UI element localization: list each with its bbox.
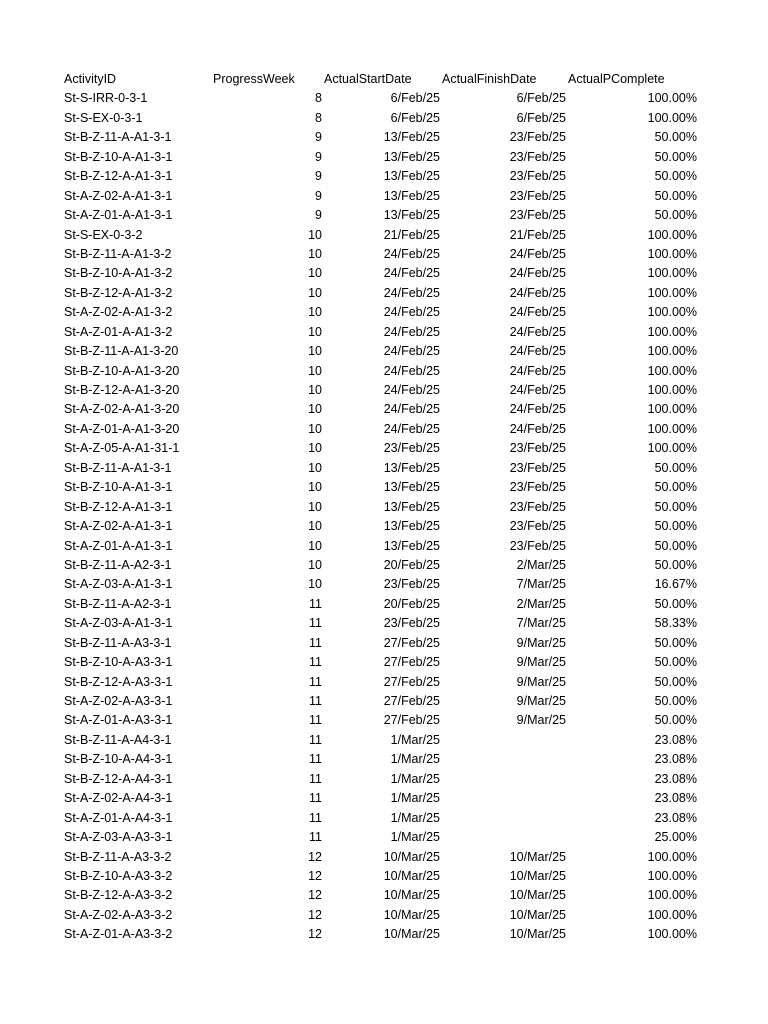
activity-id-cell: St-A-Z-05-A-A1-31-1 bbox=[64, 441, 180, 456]
actual-percent-complete-cell: 50.00% bbox=[654, 519, 697, 534]
actual-finish-date-cell: 23/Feb/25 bbox=[509, 538, 566, 553]
actual-percent-complete-cell: 23.08% bbox=[654, 810, 697, 825]
progress-week-cell: 10 bbox=[308, 246, 322, 261]
actual-percent-complete-cell: 50.00% bbox=[654, 655, 697, 670]
table-row bbox=[0, 750, 768, 769]
actual-percent-complete-cell: 50.00% bbox=[654, 149, 697, 164]
actual-percent-complete-cell: 100.00% bbox=[647, 305, 697, 320]
activity-id-cell: St-B-Z-10-A-A3-3-2 bbox=[64, 868, 173, 883]
activity-id-cell: St-A-Z-03-A-A1-3-1 bbox=[64, 616, 173, 631]
actual-finish-date-cell: 23/Feb/25 bbox=[509, 499, 566, 514]
actual-finish-date-cell: 23/Feb/25 bbox=[509, 169, 566, 184]
progress-week-cell: 11 bbox=[309, 713, 322, 728]
actual-finish-date-cell: 6/Feb/25 bbox=[516, 91, 566, 106]
table-row bbox=[0, 284, 768, 303]
table-row bbox=[0, 925, 768, 944]
progress-week-cell: 9 bbox=[315, 208, 322, 223]
activity-id-cell: St-A-Z-01-A-A4-3-1 bbox=[64, 810, 173, 825]
actual-percent-complete-cell: 50.00% bbox=[654, 557, 697, 572]
actual-start-date-cell: 13/Feb/25 bbox=[383, 480, 440, 495]
activity-id-cell: St-B-Z-12-A-A3-3-2 bbox=[64, 888, 173, 903]
progress-week-cell: 11 bbox=[309, 635, 322, 650]
actual-percent-complete-cell: 100.00% bbox=[647, 227, 697, 242]
activity-id-cell: St-B-Z-10-A-A3-3-1 bbox=[64, 655, 173, 670]
actual-finish-date-cell: 2/Mar/25 bbox=[516, 596, 566, 611]
actual-start-date-cell: 13/Feb/25 bbox=[383, 188, 440, 203]
progress-week-cell: 11 bbox=[309, 616, 322, 631]
actual-finish-date-cell: 7/Mar/25 bbox=[516, 616, 566, 631]
table-row bbox=[0, 731, 768, 750]
actual-finish-date-cell: 10/Mar/25 bbox=[509, 868, 566, 883]
activity-id-cell: St-B-Z-11-A-A4-3-1 bbox=[64, 732, 172, 747]
activity-id-cell: St-B-Z-12-A-A1-3-20 bbox=[64, 383, 180, 397]
actual-finish-date-cell: 24/Feb/25 bbox=[509, 266, 566, 281]
actual-percent-complete-cell: 50.00% bbox=[654, 674, 697, 689]
actual-finish-date-cell: 10/Mar/25 bbox=[509, 888, 566, 903]
activity-id-cell: St-A-Z-01-A-A1-3-1 bbox=[64, 208, 173, 223]
table-row bbox=[0, 128, 768, 147]
table-row bbox=[0, 809, 768, 828]
activity-id-cell: St-B-Z-11-A-A3-3-1 bbox=[64, 635, 172, 650]
actual-percent-complete-cell: 100.00% bbox=[647, 91, 697, 106]
actual-start-date-cell: 13/Feb/25 bbox=[383, 519, 440, 534]
actual-finish-date-cell: 24/Feb/25 bbox=[509, 421, 566, 436]
activity-id-cell: St-S-EX-0-3-2 bbox=[64, 227, 143, 242]
progress-week-cell: 11 bbox=[309, 596, 322, 611]
progress-week-cell: 10 bbox=[308, 227, 322, 242]
table-row bbox=[0, 673, 768, 692]
actual-finish-date-cell: 23/Feb/25 bbox=[509, 460, 566, 475]
actual-percent-complete-cell: 50.00% bbox=[654, 188, 697, 203]
actual-percent-complete-cell: 50.00% bbox=[654, 460, 697, 475]
table-row bbox=[0, 167, 768, 186]
table-row bbox=[0, 595, 768, 614]
actual-start-date-cell: 24/Feb/25 bbox=[383, 324, 440, 339]
actual-finish-date-cell: 23/Feb/25 bbox=[509, 149, 566, 164]
actual-start-date-cell: 13/Feb/25 bbox=[383, 149, 440, 164]
actual-finish-date-cell: 24/Feb/25 bbox=[509, 383, 566, 397]
actual-percent-complete-cell: 100.00% bbox=[647, 421, 697, 436]
actual-percent-complete-cell: 100.00% bbox=[647, 907, 697, 922]
activity-id-cell: St-A-Z-03-A-A3-3-1 bbox=[64, 830, 173, 845]
actual-finish-date-cell: 24/Feb/25 bbox=[509, 305, 566, 320]
actual-percent-complete-cell: 100.00% bbox=[647, 402, 697, 417]
activity-id-cell: St-A-Z-01-A-A1-3-2 bbox=[64, 324, 173, 339]
actual-start-date-cell: 6/Feb/25 bbox=[390, 110, 440, 125]
actual-finish-date-cell: 23/Feb/25 bbox=[509, 208, 566, 223]
progress-week-cell: 9 bbox=[315, 188, 322, 203]
actual-start-date-cell: 13/Feb/25 bbox=[383, 169, 440, 184]
progress-week-cell: 12 bbox=[308, 888, 322, 903]
actual-start-date-cell: 13/Feb/25 bbox=[383, 538, 440, 553]
table-row bbox=[0, 206, 768, 225]
progress-week-cell: 10 bbox=[308, 305, 322, 320]
progress-week-cell: 10 bbox=[308, 577, 322, 592]
progress-week-cell: 9 bbox=[315, 149, 322, 164]
progress-week-cell: 10 bbox=[308, 266, 322, 281]
actual-start-date-cell: 20/Feb/25 bbox=[383, 596, 440, 611]
actual-finish-date-cell: 24/Feb/25 bbox=[509, 363, 566, 378]
progress-week-cell: 10 bbox=[308, 519, 322, 534]
header-actual-finish-date: ActualFinishDate bbox=[442, 72, 537, 86]
progress-week-cell: 12 bbox=[308, 868, 322, 883]
actual-start-date-cell: 1/Mar/25 bbox=[390, 732, 440, 747]
actual-percent-complete-cell: 100.00% bbox=[647, 849, 697, 864]
actual-start-date-cell: 20/Feb/25 bbox=[383, 557, 440, 572]
table-row bbox=[0, 614, 768, 633]
table-row bbox=[0, 634, 768, 653]
activity-id-cell: St-B-Z-11-A-A2-3-1 bbox=[64, 557, 172, 572]
activity-id-cell: St-B-Z-10-A-A1-3-20 bbox=[64, 363, 180, 378]
actual-percent-complete-cell: 100.00% bbox=[647, 110, 697, 125]
actual-finish-date-cell: 24/Feb/25 bbox=[509, 285, 566, 300]
activity-id-cell: St-B-Z-12-A-A1-3-2 bbox=[64, 285, 173, 300]
actual-finish-date-cell: 21/Feb/25 bbox=[509, 227, 566, 242]
activity-id-cell: St-B-Z-11-A-A1-3-20 bbox=[64, 344, 179, 359]
progress-week-cell: 10 bbox=[308, 285, 322, 300]
table-row bbox=[0, 575, 768, 594]
progress-week-cell: 12 bbox=[308, 907, 322, 922]
table-body bbox=[0, 89, 768, 944]
activity-id-cell: St-A-Z-01-A-A3-3-1 bbox=[64, 713, 173, 728]
actual-start-date-cell: 23/Feb/25 bbox=[383, 616, 440, 631]
activity-id-cell: St-A-Z-02-A-A4-3-1 bbox=[64, 791, 173, 806]
actual-finish-date-cell: 10/Mar/25 bbox=[509, 907, 566, 922]
progress-week-cell: 11 bbox=[309, 655, 322, 670]
activity-id-cell: St-B-Z-11-A-A1-3-2 bbox=[64, 246, 172, 261]
table-row bbox=[0, 886, 768, 905]
actual-start-date-cell: 23/Feb/25 bbox=[383, 441, 440, 456]
table-row bbox=[0, 342, 768, 361]
table-row bbox=[0, 381, 768, 400]
actual-start-date-cell: 24/Feb/25 bbox=[383, 266, 440, 281]
table-row bbox=[0, 303, 768, 322]
actual-percent-complete-cell: 100.00% bbox=[647, 285, 697, 300]
actual-finish-date-cell: 9/Mar/25 bbox=[516, 694, 566, 708]
activity-id-cell: St-S-IRR-0-3-1 bbox=[64, 91, 148, 106]
table-row bbox=[0, 517, 768, 536]
actual-start-date-cell: 27/Feb/25 bbox=[383, 655, 440, 670]
actual-start-date-cell: 24/Feb/25 bbox=[383, 285, 440, 300]
actual-start-date-cell: 24/Feb/25 bbox=[383, 305, 440, 320]
actual-start-date-cell: 24/Feb/25 bbox=[383, 246, 440, 261]
table-row bbox=[0, 848, 768, 867]
actual-percent-complete-cell: 100.00% bbox=[647, 383, 697, 397]
progress-week-cell: 10 bbox=[308, 324, 322, 339]
actual-finish-date-cell: 24/Feb/25 bbox=[509, 402, 566, 417]
activity-id-cell: St-B-Z-11-A-A3-3-2 bbox=[64, 849, 172, 864]
actual-finish-date-cell: 24/Feb/25 bbox=[509, 344, 566, 359]
actual-start-date-cell: 24/Feb/25 bbox=[383, 383, 440, 397]
table-row bbox=[0, 323, 768, 342]
actual-finish-date-cell: 9/Mar/25 bbox=[516, 674, 566, 689]
progress-week-cell: 10 bbox=[308, 480, 322, 495]
header-row bbox=[0, 70, 768, 89]
progress-week-cell: 10 bbox=[308, 363, 322, 378]
progress-week-cell: 10 bbox=[308, 421, 322, 436]
actual-start-date-cell: 10/Mar/25 bbox=[383, 927, 440, 942]
actual-start-date-cell: 13/Feb/25 bbox=[383, 460, 440, 475]
progress-week-cell: 10 bbox=[308, 441, 322, 456]
table-row bbox=[0, 400, 768, 419]
activity-id-cell: St-A-Z-03-A-A1-3-1 bbox=[64, 577, 173, 592]
table-row bbox=[0, 420, 768, 439]
actual-percent-complete-cell: 23.08% bbox=[654, 752, 697, 767]
actual-finish-date-cell: 23/Feb/25 bbox=[509, 188, 566, 203]
actual-start-date-cell: 10/Mar/25 bbox=[383, 868, 440, 883]
activity-id-cell: St-A-Z-01-A-A1-3-20 bbox=[64, 421, 180, 436]
actual-percent-complete-cell: 50.00% bbox=[654, 169, 697, 184]
activity-id-cell: St-A-Z-02-A-A1-3-1 bbox=[64, 188, 173, 203]
actual-finish-date-cell: 23/Feb/25 bbox=[509, 480, 566, 495]
table-row bbox=[0, 711, 768, 730]
activity-id-cell: St-B-Z-11-A-A2-3-1 bbox=[64, 596, 172, 611]
actual-percent-complete-cell: 100.00% bbox=[647, 246, 697, 261]
header-actual-start-date: ActualStartDate bbox=[324, 72, 412, 86]
table-row bbox=[0, 264, 768, 283]
actual-start-date-cell: 1/Mar/25 bbox=[390, 810, 440, 825]
progress-week-cell: 10 bbox=[308, 383, 322, 397]
header-activity-id: ActivityID bbox=[64, 72, 117, 86]
table-row bbox=[0, 148, 768, 167]
activity-id-cell: St-B-Z-12-A-A1-3-1 bbox=[64, 169, 173, 184]
actual-start-date-cell: 1/Mar/25 bbox=[390, 771, 440, 786]
table-row bbox=[0, 653, 768, 672]
activity-id-cell: St-A-Z-02-A-A1-3-1 bbox=[64, 519, 173, 534]
actual-start-date-cell: 27/Feb/25 bbox=[383, 694, 440, 708]
actual-start-date-cell: 10/Mar/25 bbox=[383, 907, 440, 922]
actual-start-date-cell: 1/Mar/25 bbox=[390, 791, 440, 806]
table-row bbox=[0, 770, 768, 789]
table-row bbox=[0, 478, 768, 497]
progress-week-cell: 10 bbox=[308, 538, 322, 553]
actual-percent-complete-cell: 100.00% bbox=[647, 888, 697, 903]
actual-percent-complete-cell: 50.00% bbox=[654, 130, 697, 145]
table-row bbox=[0, 245, 768, 264]
progress-week-cell: 8 bbox=[315, 110, 322, 125]
actual-start-date-cell: 21/Feb/25 bbox=[383, 227, 440, 242]
table-row bbox=[0, 109, 768, 128]
actual-percent-complete-cell: 100.00% bbox=[647, 324, 697, 339]
activity-id-cell: St-B-Z-12-A-A3-3-1 bbox=[64, 674, 173, 689]
activity-id-cell: St-A-Z-01-A-A3-3-2 bbox=[64, 927, 173, 942]
actual-start-date-cell: 1/Mar/25 bbox=[390, 752, 440, 767]
progress-week-cell: 10 bbox=[308, 402, 322, 417]
actual-percent-complete-cell: 23.08% bbox=[654, 771, 697, 786]
table-row bbox=[0, 226, 768, 245]
table-row bbox=[0, 537, 768, 556]
actual-percent-complete-cell: 58.33% bbox=[654, 616, 697, 631]
actual-percent-complete-cell: 50.00% bbox=[654, 635, 697, 650]
actual-start-date-cell: 13/Feb/25 bbox=[383, 208, 440, 223]
header-progress-week: ProgressWeek bbox=[213, 72, 295, 86]
actual-percent-complete-cell: 50.00% bbox=[654, 480, 697, 495]
actual-finish-date-cell: 10/Mar/25 bbox=[509, 927, 566, 942]
progress-week-cell: 11 bbox=[309, 810, 322, 825]
actual-start-date-cell: 13/Feb/25 bbox=[383, 499, 440, 514]
actual-finish-date-cell: 23/Feb/25 bbox=[509, 441, 566, 456]
header-actual-percent-complete: ActualPComplete bbox=[568, 72, 665, 86]
actual-percent-complete-cell: 23.08% bbox=[654, 732, 697, 747]
progress-week-cell: 10 bbox=[308, 499, 322, 514]
progress-week-cell: 11 bbox=[309, 752, 322, 767]
actual-finish-date-cell: 23/Feb/25 bbox=[509, 130, 566, 145]
progress-week-cell: 11 bbox=[309, 791, 322, 806]
actual-finish-date-cell: 6/Feb/25 bbox=[516, 110, 566, 125]
actual-percent-complete-cell: 25.00% bbox=[654, 830, 697, 845]
actual-finish-date-cell: 24/Feb/25 bbox=[509, 246, 566, 261]
actual-percent-complete-cell: 16.67% bbox=[654, 577, 697, 592]
table-row bbox=[0, 498, 768, 517]
actual-start-date-cell: 23/Feb/25 bbox=[383, 577, 440, 592]
progress-week-cell: 12 bbox=[308, 849, 322, 864]
table-row bbox=[0, 89, 768, 108]
actual-start-date-cell: 10/Mar/25 bbox=[383, 888, 440, 903]
actual-finish-date-cell: 9/Mar/25 bbox=[516, 655, 566, 670]
activity-id-cell: St-B-Z-12-A-A1-3-1 bbox=[64, 499, 173, 514]
actual-start-date-cell: 10/Mar/25 bbox=[383, 849, 440, 864]
activity-id-cell: St-B-Z-10-A-A1-3-1 bbox=[64, 480, 173, 495]
progress-week-cell: 9 bbox=[315, 130, 322, 145]
actual-finish-date-cell: 10/Mar/25 bbox=[509, 849, 566, 864]
actual-percent-complete-cell: 100.00% bbox=[647, 868, 697, 883]
progress-week-cell: 9 bbox=[315, 169, 322, 184]
actual-start-date-cell: 27/Feb/25 bbox=[383, 713, 440, 728]
progress-week-cell: 10 bbox=[308, 460, 322, 475]
actual-percent-complete-cell: 50.00% bbox=[654, 713, 697, 728]
actual-start-date-cell: 27/Feb/25 bbox=[383, 635, 440, 650]
actual-percent-complete-cell: 100.00% bbox=[647, 363, 697, 378]
actual-start-date-cell: 24/Feb/25 bbox=[383, 363, 440, 378]
actual-percent-complete-cell: 50.00% bbox=[654, 499, 697, 514]
table-row bbox=[0, 459, 768, 478]
actual-finish-date-cell: 23/Feb/25 bbox=[509, 519, 566, 534]
actual-finish-date-cell: 2/Mar/25 bbox=[516, 557, 566, 572]
table-row bbox=[0, 362, 768, 381]
progress-week-cell: 10 bbox=[308, 557, 322, 572]
progress-week-cell: 11 bbox=[309, 732, 322, 747]
progress-week-cell: 11 bbox=[309, 830, 322, 845]
actual-start-date-cell: 1/Mar/25 bbox=[390, 830, 440, 845]
table-row bbox=[0, 187, 768, 206]
actual-percent-complete-cell: 50.00% bbox=[654, 694, 697, 708]
actual-percent-complete-cell: 50.00% bbox=[654, 208, 697, 223]
actual-percent-complete-cell: 23.08% bbox=[654, 791, 697, 806]
actual-percent-complete-cell: 100.00% bbox=[647, 927, 697, 942]
table-row bbox=[0, 439, 768, 458]
activity-id-cell: St-B-Z-11-A-A1-3-1 bbox=[64, 130, 172, 145]
activity-id-cell: St-A-Z-02-A-A1-3-20 bbox=[64, 402, 180, 417]
actual-percent-complete-cell: 100.00% bbox=[647, 441, 697, 456]
actual-percent-complete-cell: 100.00% bbox=[647, 344, 697, 359]
activity-id-cell: St-B-Z-10-A-A4-3-1 bbox=[64, 752, 173, 767]
actual-start-date-cell: 24/Feb/25 bbox=[383, 421, 440, 436]
table-row bbox=[0, 906, 768, 925]
actual-start-date-cell: 27/Feb/25 bbox=[383, 674, 440, 689]
actual-finish-date-cell: 24/Feb/25 bbox=[509, 324, 566, 339]
actual-start-date-cell: 24/Feb/25 bbox=[383, 344, 440, 359]
actual-percent-complete-cell: 50.00% bbox=[654, 538, 697, 553]
actual-finish-date-cell: 9/Mar/25 bbox=[516, 635, 566, 650]
actual-start-date-cell: 24/Feb/25 bbox=[383, 402, 440, 417]
table-row bbox=[0, 789, 768, 808]
activity-id-cell: St-S-EX-0-3-1 bbox=[64, 110, 143, 125]
progress-week-cell: 11 bbox=[309, 694, 322, 708]
progress-week-cell: 12 bbox=[308, 927, 322, 942]
progress-table bbox=[0, 70, 768, 945]
actual-finish-date-cell: 9/Mar/25 bbox=[516, 713, 566, 728]
activity-id-cell: St-B-Z-10-A-A1-3-1 bbox=[64, 149, 173, 164]
actual-start-date-cell: 13/Feb/25 bbox=[383, 130, 440, 145]
progress-week-cell: 10 bbox=[308, 344, 322, 359]
activity-id-cell: St-A-Z-02-A-A3-3-2 bbox=[64, 907, 173, 922]
table-row bbox=[0, 556, 768, 575]
activity-id-cell: St-B-Z-10-A-A1-3-2 bbox=[64, 266, 173, 281]
actual-start-date-cell: 6/Feb/25 bbox=[390, 91, 440, 106]
activity-id-cell: St-A-Z-02-A-A3-3-1 bbox=[64, 694, 173, 708]
progress-week-cell: 11 bbox=[309, 674, 322, 689]
actual-finish-date-cell: 7/Mar/25 bbox=[516, 577, 566, 592]
actual-percent-complete-cell: 100.00% bbox=[647, 266, 697, 281]
actual-percent-complete-cell: 50.00% bbox=[654, 596, 697, 611]
activity-id-cell: St-A-Z-01-A-A1-3-1 bbox=[64, 538, 173, 553]
activity-id-cell: St-B-Z-12-A-A4-3-1 bbox=[64, 771, 173, 786]
progress-week-cell: 11 bbox=[309, 771, 322, 786]
table-row bbox=[0, 867, 768, 886]
progress-week-cell: 8 bbox=[315, 91, 322, 106]
table-row bbox=[0, 828, 768, 847]
activity-id-cell: St-A-Z-02-A-A1-3-2 bbox=[64, 305, 173, 320]
table-row bbox=[0, 692, 768, 711]
activity-id-cell: St-B-Z-11-A-A1-3-1 bbox=[64, 460, 172, 475]
